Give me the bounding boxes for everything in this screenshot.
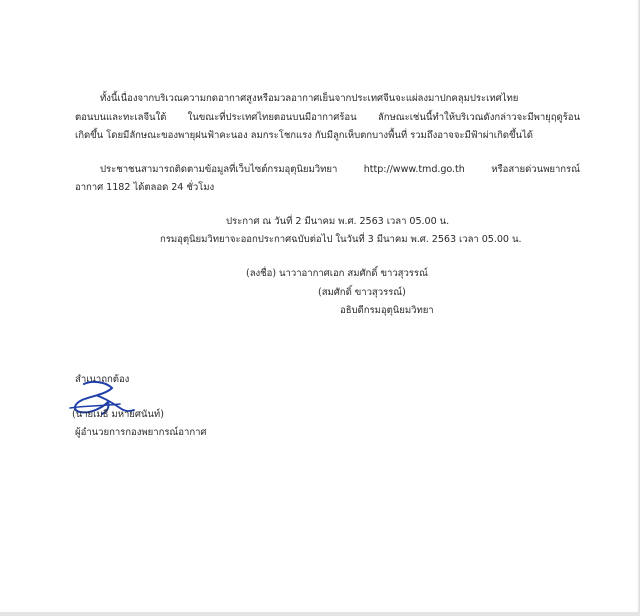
signatory-name: (สมศักดิ์ ขาวสุวรรณ์) <box>318 287 406 298</box>
announcement-date: ประกาศ ณ วันที่ 2 มีนาคม พ.ศ. 2563 เวลา 05.00 น. <box>226 216 450 227</box>
paragraph1-line1: ทั้งนี้เนื่องจากบริเวณความกดอากาศสูงหรือมวลอากาศเย็นจากประเทศจีนจะแผ่ลงมาปกคลุมประเทศไทย <box>100 93 519 104</box>
signed-by-line: (ลงชื่อ) นาวาอากาศเอก สมศักดิ์ ขาวสุวรรณ์ <box>246 268 428 279</box>
paragraph1-line3: เกิดขึ้น โดยมีลักษณะของพายุฝนฟ้าคะนอง ลมกระโชกแรง กับมีลูกเห็บตกบางพื้นที่ รวมถึงอาจจะมีฟ้าผ่าเกิดขึ้นได้ <box>75 130 533 141</box>
paragraph2-line2: อากาศ 1182 ได้ตลอด 24 ชั่วโมง <box>75 182 215 193</box>
signatory-title: อธิบดีกรมอุตุนิยมวิทยา <box>340 305 434 316</box>
officer-title: ผู้อำนวยการกองพยากรณ์อากาศ <box>75 427 207 438</box>
next-announcement: กรมอุตุนิยมวิทยาจะออกประกาศฉบับต่อไป ในวันที่ 3 มีนาคม พ.ศ. 2563 เวลา 05.00 น. <box>160 234 522 245</box>
paragraph1-line2: ตอนบนและทะเลจีนใต้ ในขณะที่ประเทศไทยตอนบนมีอากาศร้อน ลักษณะเช่นนี้ทำให้บริเวณดังกล่าวจะมีพายุฤดูร้อน <box>75 112 580 123</box>
paragraph2-line1: ประชาชนสามารถติดตามข้อมูลที่เว็บไซต์กรมอุตุนิยมวิทยา http://www.tmd.go.th หรือสายด่วนพยากรณ์ <box>100 164 580 175</box>
certified-copy-label: สำเนาถูกต้อง <box>75 374 130 385</box>
bottom-edge <box>0 612 640 616</box>
officer-name: (นายเมธี มหายศนันท์) <box>72 409 164 420</box>
